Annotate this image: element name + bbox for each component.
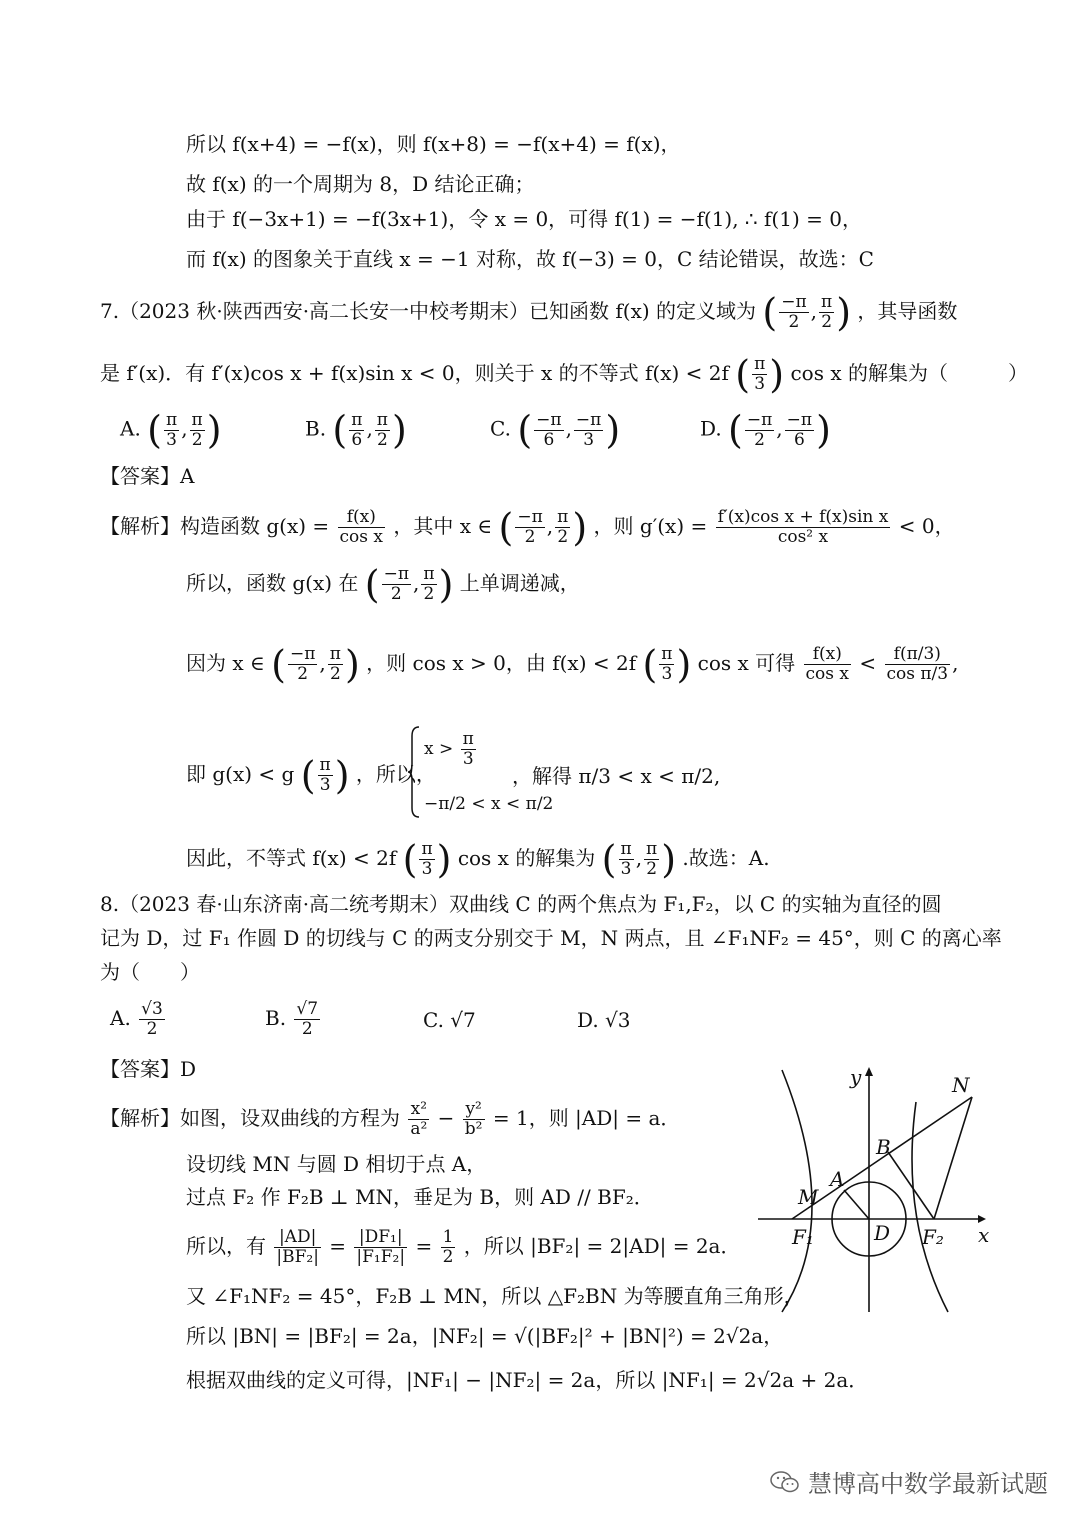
- solution-7-line-4: 即 g(x) < g ( $\frac{\pi}{3}$ ) ，所以，: [186, 753, 436, 798]
- system-brace: [408, 726, 420, 818]
- question-8-line-3: 为（ ）: [100, 960, 200, 984]
- solution-8-line-5: 又 ∠F₁NF₂ = 45°，F₂B ⊥ MN，所以 △F₂BN 为等腰直角三角形，: [186, 1284, 804, 1308]
- solution-7-line-1: 【解析】构造函数 g(x) = $\frac{f(x)}{\text{cos x}}$ ，其中 x ∈ ( $\frac{-\pi}{2}$ , $\frac{\pi}{2}$ ) ，则 g′(x) = $\frac{\text{f′(x)cos x + f(x)sin x}}{\text{cos² x}}$ < 0，: [100, 505, 955, 550]
- wechat-icon: [770, 1470, 800, 1494]
- question-8-line-1: 8.（2023 春·山东济南·高二统考期末）双曲线 C 的两个焦点为 F₁,F₂，以 C 的实轴为直径的圆: [100, 892, 942, 916]
- solution-7-line-2: 所以，函数 g(x) 在 ( $\frac{-\pi}{2}$ , $\frac{\pi}{2}$ ) 上单调递减，: [186, 562, 580, 607]
- system-row-2: −π/2 < x < π/2: [424, 794, 554, 814]
- solution-8-line-3: 过点 F₂ 作 F₂B ⊥ MN，垂足为 B，则 AD // BF₂．: [186, 1185, 654, 1209]
- solution-8-line-1: 【解析】如图，设双曲线的方程为 $\frac{\text{x²}}{\text{a²}}$ − $\frac{\text{y²}}{\text{b²}}$ = 1，则 |AD| = a．: [100, 1099, 681, 1139]
- option-d: D. ( $\frac{-\pi}{2}$ , $\frac{-\pi}{6}$ ): [700, 408, 831, 452]
- line-f2n: [934, 1097, 972, 1219]
- solution-7-solve: ，解得 π/3 < x < π/2,: [512, 764, 721, 788]
- label-n: N: [952, 1073, 970, 1097]
- label-f2: F₂: [922, 1225, 944, 1249]
- label-d: D: [874, 1221, 891, 1245]
- solution-7-line-3: 因为 x ∈ ( $\frac{-\pi}{2}$ , $\frac{\pi}{2}$ ) ，则 cos x > 0，由 f(x) < 2f ( $\frac{\pi}{3}$ ) cos x 可得 $\frac{f(x)}{\text{cos x}}$ < $\frac{f(\pi/3)}{\text{cos π/3}}$ ,: [186, 642, 959, 687]
- question-7-stem: 7.（2023 秋·陕西西安·高二长安一中校考期末）已知函数 f(x) 的定义域为 ( $\frac{-\pi}{2}$ , $\frac{\pi}{2}$ ) ，其导函数: [100, 290, 958, 335]
- label-y: y: [850, 1065, 862, 1089]
- answer-7: 【答案】A: [100, 464, 195, 488]
- option-8b: B. $\frac{√7}{2}$: [265, 999, 319, 1039]
- solution-8-line-4: 所以，有 $\frac{|AD|}{\text{|BF₂|}}$ = $\frac{\text{|DF₁|}}{\text{|F₁F₂|}}$ = $\frac{1}{2}$ ，所以 |BF₂| = 2|AD| = 2a．: [186, 1227, 741, 1267]
- segment-ad: [844, 1190, 869, 1219]
- option-a: A. ( $\frac{\pi}{3}$ , $\frac{\pi}{2}$ ): [120, 408, 222, 452]
- solution-8-line-6: 所以 |BN| = |BF₂| = 2a，|NF₂| = √(|BF₂|² + |BN|²) = 2√2a，: [186, 1324, 784, 1348]
- solution-8-line-2: 设切线 MN 与圆 D 相切于点 A，: [186, 1152, 487, 1176]
- text-line: 而 f(x) 的图象关于直线 x = −1 对称，故 f(−3) = 0，C 结论错误，故选：C: [186, 247, 874, 271]
- label-x: x: [978, 1223, 990, 1247]
- system-row-1: x > $\frac{\pi}{3}$: [424, 729, 474, 769]
- text-line: 所以 f(x+4) = −f(x)，则 f(x+8) = −f(x+4) = f(x)，: [186, 132, 681, 156]
- y-axis-arrow: [865, 1067, 873, 1076]
- answer-8: 【答案】D: [100, 1057, 197, 1081]
- hyperbola-figure: [752, 1062, 992, 1322]
- option-8d: D. √3: [577, 1008, 631, 1032]
- solution-8-line-7: 根据双曲线的定义可得，|NF₁| − |NF₂| = 2a，所以 |NF₁| = 2√2a + 2a．: [186, 1368, 869, 1392]
- watermark: [770, 1464, 1048, 1499]
- label-b: B: [876, 1135, 891, 1159]
- option-8c: C. √7: [423, 1008, 476, 1032]
- text-line: 故 f(x) 的一个周期为 8，D 结论正确；: [186, 172, 535, 196]
- watermark-text: 慧博高中数学最新试题: [808, 1470, 1048, 1498]
- text-line: 由于 f(−3x+1) = −f(3x+1)，令 x = 0，可得 f(1) = −f(1), ∴ f(1) = 0，: [186, 207, 862, 231]
- option-b: B. ( $\frac{\pi}{6}$ , $\frac{\pi}{2}$ ): [305, 408, 407, 452]
- solution-7-line-5: 因此，不等式 f(x) < 2f ( $\frac{\pi}{3}$ ) cos x 的解集为 ( $\frac{\pi}{3}$ , $\frac{\pi}{2}$ ) .故选：A.: [186, 837, 770, 882]
- option-c: C. ( $\frac{-\pi}{6}$ , $\frac{-\pi}{3}$ ): [490, 408, 621, 452]
- segment-f2b: [888, 1152, 934, 1219]
- label-f1: F₁: [792, 1225, 814, 1249]
- label-m: M: [798, 1185, 819, 1209]
- question-7-stem-2: 是 f′(x)．有 f′(x)cos x + f(x)sin x < 0，则关于 x 的不等式 f(x) < 2f ( $\frac{\pi}{3}$ ) cos x 的解集为（ ）: [100, 352, 1028, 397]
- label-a: A: [830, 1167, 845, 1191]
- question-8-line-2: 记为 D，过 F₁ 作圆 D 的切线与 C 的两支分别交于 M，N 两点，且 ∠F₁NF₂ = 45°，则 C 的离心率: [100, 926, 1002, 950]
- option-8a: A. $\frac{√3}{2}$: [110, 999, 163, 1039]
- x-axis-arrow: [978, 1215, 986, 1223]
